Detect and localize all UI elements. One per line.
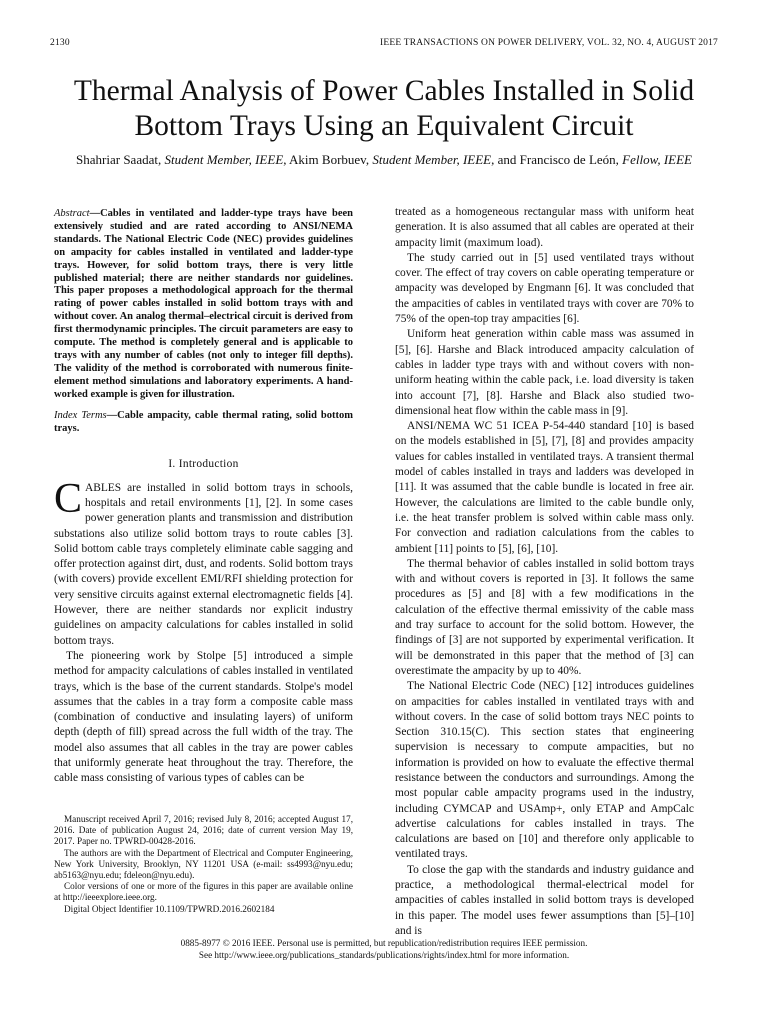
abstract bbox=[54, 208, 353, 402]
copyright-notice bbox=[0, 937, 768, 961]
footnote-manuscript: Manuscript received April 7, 2016; revised July 8, 2016; accepted August 17, 2016. Date of publication August 24, 2016; date of current version May 19, 2017. Paper no. TPWRD-00428-2016. bbox=[54, 814, 353, 847]
abstract-text: —Cables in ventilated and ladder-type trays have been extensively studied and are rated according to ANSI/NEMA standards. The National Electric Code (NEC) provides guidelines on ampacity for cables installed in ventilated and ladder-type trays. However, for solid bottom trays, there is very little published material; there are neither standards nor guidelines. This paper proposes a methodological approach for the thermal rating of power cables installed in solid bottom trays with and without cover. An analog thermal–electrical circuit is derived from first thermodynamic principles. The circuit parameters are easy to compute. The method is completely general and is applicable to trays with any number of cables (not only to integer fill depths). The validity of the method is corroborated with numerous finite-element method simulations and laboratory experiments. A hand-worked example is given for illustration. bbox=[54, 208, 353, 400]
right-paragraph-4: The thermal behavior of cables installed in solid bottom trays with and without covers is reported in [3]. It follows the same procedures as [5] and [8] with a few modifications in the calculation of the effective thermal emissivity of the cable mass and tray surface to account for the solid bottom. However, the findings of [3] are not supported by experimental verification. It will be demonstrated in this paper that the method of [3] can overestimate the ampacity by up to 40%. bbox=[395, 557, 694, 677]
title-line-1: Thermal Analysis of Power Cables Installed in Solid bbox=[73, 75, 695, 107]
author-3: , and Francisco de León, bbox=[491, 152, 623, 167]
author-3-role: Fellow, IEEE bbox=[622, 152, 692, 167]
index-terms-text: —Cable ampacity, cable thermal rating, solid bottom trays. bbox=[54, 409, 354, 434]
author-1: Shahriar Saadat, bbox=[76, 152, 165, 167]
running-header bbox=[50, 38, 718, 48]
abstract-label: Abstract bbox=[54, 208, 90, 219]
intro-paragraph-1 bbox=[54, 475, 353, 649]
footnotes bbox=[54, 814, 353, 915]
right-column bbox=[395, 205, 694, 939]
index-terms-label: Index Terms bbox=[54, 409, 107, 421]
author-list bbox=[30, 152, 738, 168]
page-number: 2130 bbox=[50, 38, 70, 48]
drop-cap: C bbox=[54, 475, 83, 522]
index-terms bbox=[54, 410, 353, 436]
journal-name: IEEE TRANSACTIONS ON POWER DELIVERY, VOL. 32, NO. 4, AUGUST 2017 bbox=[379, 38, 718, 48]
right-paragraph-5: The National Electric Code (NEC) [12] introduces guidelines on ampacities for cables installed in ventilated trays with and without covers. In the case of solid bottom trays NEC points to Section 310.15(C). This section states that engineering supervision is necessary to compute ampacities, but no information is provided on how to evaluate the effective thermal resistance between the conductors and surroundings. Among the most popular cable ampacity programs used in the industry, including CYMCAP and USAmp+, only ETAP and AmpCalc advertise calculations for cables installed in trays. The calculations are based on [10] and therefore only applicable to ventilated trays. bbox=[395, 680, 694, 861]
intro-paragraph-1-text: ABLES are installed in solid bottom trays in schools, hospitals and retail environments [1], [2]. In some cases power generation plants and transmission and distribution substations also utilize solid bottom trays to route cables [3]. Solid bottom cable trays completely eliminate cable sagging and offer protection against dirt, dust, and rodents. Solid bottom trays (with covers) provide excellent EMI/RFI shielding protection for very sensitive circuits against external electromagnetic fields [4]. However, there are neither standards nor explicit industry guidelines on ampacity calculations for cables installed in solid bottom trays. bbox=[54, 481, 353, 647]
copyright-line-1: 0885-8977 © 2016 IEEE. Personal use is permitted, but republication/redistribution requires IEEE permission. bbox=[180, 938, 588, 948]
footnote-affiliation: The authors are with the Department of Electrical and Computer Engineering, New York University, Brooklyn, NY 11201 USA (e-mail: ss4993@nyu.edu; ab5163@nyu.edu; fdeleon@nyu.edu). bbox=[54, 847, 353, 881]
left-column bbox=[54, 208, 353, 787]
author-2: , Akim Borbuev, bbox=[283, 152, 373, 167]
author-2-role: Student Member, IEEE bbox=[372, 152, 492, 167]
right-paragraph-1: The study carried out in [5] used ventilated trays without cover. The effect of tray covers on cable operating temperature or ampacity was developed by Engmann [6]. It was concluded that the ampacities of cables in ventilated trays with cover are 70% to 75% of the open-top tray ampacities [6]. bbox=[395, 251, 694, 326]
paper-title bbox=[30, 74, 738, 144]
right-paragraph-3: ANSI/NEMA WC 51 ICEA P-54-440 standard [10] is based on the models established in [5], [7], [8] and provides ampacity values for cables installed in ventilated trays. A transient thermal model of cables installed in trays and ladders was developed in [11]. It was assumed that the cable bundle is located in free air. However, the calculations are limited to the cable bundle only, i.e. the heat transfer problem is solved within cable mass only. For convection and radiation calculations from the cables to ambient [11] points to [5], [6], [10]. bbox=[395, 420, 694, 555]
footnote-color: Color versions of one or more of the figures in this paper are available online at http://ieeexplore.ieee.org. bbox=[54, 881, 353, 903]
copyright-line-2: See http://www.ieee.org/publications_standards/publications/rights/index.html for more information. bbox=[198, 950, 570, 960]
intro-paragraph-2: The pioneering work by Stolpe [5] introduced a simple method for ampacity calculations of cables installed in ventilated trays, which is the base of the current standards. Stolpe's model assumes that the cables in a tray form a composite cable mass (combination of conductive and insulating layers) of uniform depth (depth of fill) spread across the full width of the tray. The model also assumes that all cables in the tray are power cables that uniformly generate heat throughout the tray. Therefore, the cable mass consisting of various types of cables can be bbox=[54, 649, 353, 785]
footnote-doi: Digital Object Identifier 10.1109/TPWRD.2016.2602184 bbox=[64, 903, 275, 914]
author-1-role: Student Member, IEEE bbox=[164, 152, 284, 167]
section-heading-introduction: I. Introduction bbox=[168, 458, 239, 471]
right-paragraph-6: To close the gap with the standards and industry guidance and practice, a methodological thermal-electrical model for ampacities of cables installed in solid bottom trays is developed in this paper. The model uses fewer assumptions than [5]–[10] and is bbox=[395, 863, 694, 937]
right-paragraph-2: Uniform heat generation within cable mass was assumed in [5], [6]. Harshe and Black introduced ampacity calculation of cables in ladder type trays with and without covers with non-uniform heating within the cable pack, i.e. load diversity is taken into account [7], [8]. Harshe and Black also studied two-dimensional heat flow within the cable mass in [9]. bbox=[395, 328, 694, 417]
right-paragraph-0: treated as a homogeneous rectangular mass with uniform heat generation. It is also assumed that all cables are operated at their ampacity limit (maximum load). bbox=[395, 206, 694, 249]
title-line-2: Bottom Trays Using an Equivalent Circuit bbox=[134, 110, 634, 142]
